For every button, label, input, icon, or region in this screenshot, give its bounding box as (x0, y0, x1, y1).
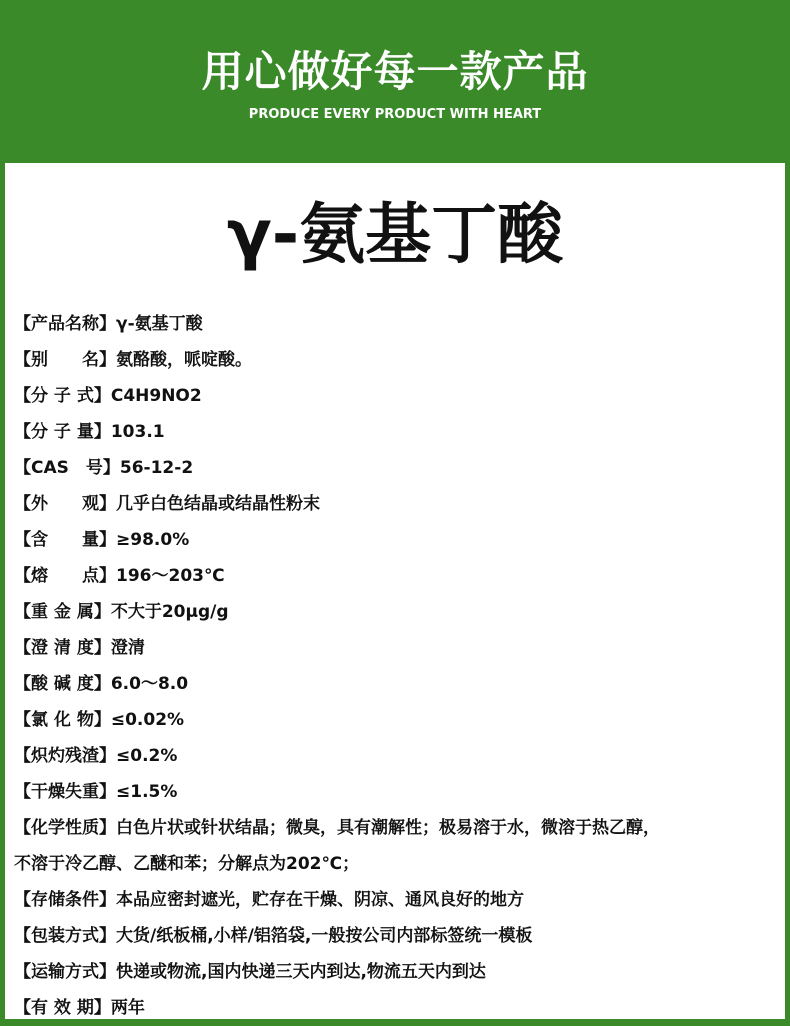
spec-row-clarity (14, 630, 782, 666)
spec-label: 【澄 清 度】 (14, 638, 111, 658)
spec-label: 【分 子 式】 (14, 386, 111, 406)
spec-value-continued: 不溶于冷乙醇、乙醚和苯；分解点为202℃； (14, 854, 360, 874)
spec-value: ≤0.02% (110, 710, 185, 730)
spec-row-alias (14, 342, 782, 378)
spec-row-weight (14, 414, 782, 450)
spec-label: 【CAS 号】 (14, 458, 120, 478)
spec-label: 【熔 点】 (14, 566, 116, 586)
spec-row-chloride (14, 702, 782, 738)
spec-row-storage (14, 882, 782, 918)
spec-panel (5, 163, 785, 1019)
spec-row-shipping (14, 954, 782, 990)
spec-value: ≤0.2% (116, 746, 178, 766)
header-title: 用心做好每一款产品 (201, 47, 589, 96)
header-banner (0, 0, 790, 163)
header-subtitle: PRODUCE EVERY PRODUCT WITH HEART (248, 107, 542, 122)
spec-label: 【重 金 属】 (14, 602, 111, 622)
spec-row-name (14, 306, 782, 342)
spec-row-ph (14, 666, 782, 702)
spec-row-cas (14, 450, 782, 486)
spec-value: 快递或物流,国内快递三天内到达,物流五天内到达 (116, 962, 486, 982)
spec-label: 【酸 碱 度】 (14, 674, 111, 694)
spec-value: 白色片状或针状结晶；微臭，具有潮解性；极易溶于水，微溶于热乙醇， (116, 818, 660, 838)
spec-row-heavy-metal (14, 594, 782, 630)
spec-label: 【运输方式】 (14, 962, 116, 982)
spec-label: 【别 名】 (14, 350, 116, 370)
spec-value: 不大于20μg/g (110, 602, 229, 622)
spec-row-content (14, 522, 782, 558)
spec-row-formula (14, 378, 782, 414)
spec-label: 【产品名称】 (14, 314, 116, 334)
spec-row-shelf-life (14, 990, 782, 1026)
spec-value: 196～203℃ (116, 566, 225, 586)
spec-value: 大货/纸板桶,小样/铝箔袋,一般按公司内部标签统一模板 (116, 926, 533, 946)
spec-label: 【干燥失重】 (14, 782, 116, 802)
spec-label: 【分 子 量】 (14, 422, 111, 442)
spec-value: 56-12-2 (119, 458, 194, 478)
spec-label: 【有 效 期】 (14, 998, 111, 1018)
spec-label: 【氯 化 物】 (14, 710, 111, 730)
spec-value: 两年 (110, 998, 145, 1018)
spec-label: 【外 观】 (14, 494, 116, 514)
spec-row-packaging (14, 918, 782, 954)
spec-row-melting-point (14, 558, 782, 594)
spec-list (14, 306, 782, 1026)
spec-value: 几乎白色结晶或结晶性粉末 (116, 494, 320, 514)
spec-row-chemical-properties (14, 810, 782, 882)
spec-label: 【化学性质】 (14, 818, 116, 838)
spec-label: 【存储条件】 (14, 890, 116, 910)
spec-value: ≤1.5% (116, 782, 178, 802)
spec-label: 【包装方式】 (14, 926, 116, 946)
spec-row-residue (14, 738, 782, 774)
spec-row-drying-loss (14, 774, 782, 810)
spec-value: 6.0～8.0 (110, 674, 189, 694)
spec-value: 本品应密封遮光，贮存在干燥、阴凉、通风良好的地方 (116, 890, 524, 910)
spec-value: 103.1 (110, 422, 165, 442)
spec-row-appearance (14, 486, 782, 522)
spec-label: 【炽灼残渣】 (14, 746, 116, 766)
spec-value: ≥98.0% (116, 530, 190, 550)
spec-label: 【含 量】 (14, 530, 116, 550)
spec-value: γ-氨基丁酸 (116, 314, 203, 334)
spec-value: 澄清 (110, 638, 145, 658)
spec-value: C4H9NO2 (110, 386, 202, 406)
product-title: γ-氨基丁酸 (226, 196, 564, 273)
spec-value: 氨酪酸，哌啶酸。 (116, 350, 252, 370)
